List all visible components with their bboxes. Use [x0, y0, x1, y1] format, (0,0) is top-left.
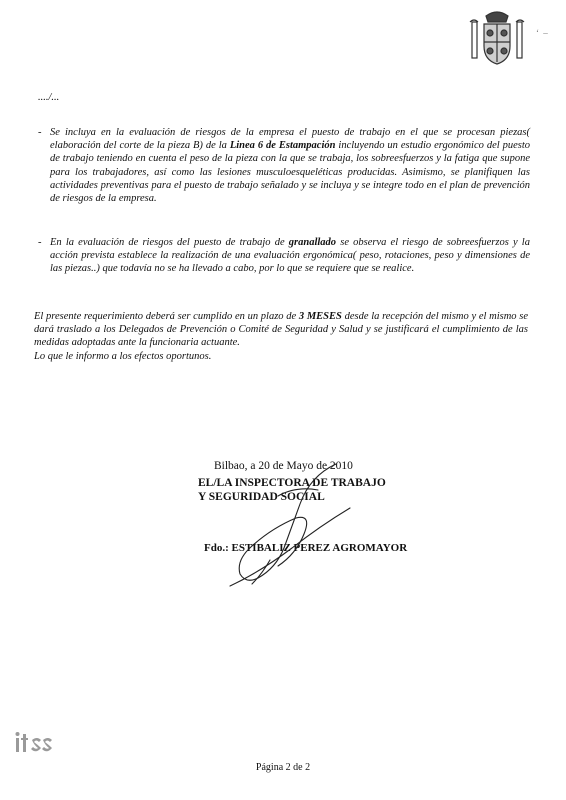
bullet-dash: - — [38, 127, 42, 138]
corner-mark: ‘ – — [536, 28, 549, 38]
paragraph-text: El presente requerimiento deberá ser cumplido en un plazo de — [34, 311, 299, 322]
requirement-emphasis: granallado — [288, 237, 337, 248]
signature-date: Bilbao, a 20 de Mayo de 2010 — [214, 460, 353, 472]
requirement-text: incluyendo un estudio ergonómico del puesto de trabajo teniendo en cuenta el peso de la pieza con la que se trabaja, los sobreesfuerzos y la fatiga que supone para los trabajadores, así como las lesiones musculoesqueléticas producidas. Asimismo, se planifiquen las actividades preventivas para el puesto de trabajo señalado y se incluya y se integre todo en el plan de prevención de riesgos de la empresa. — [50, 140, 530, 205]
deadline-paragraph — [34, 310, 528, 363]
requirement-item — [38, 236, 530, 276]
page-number: Página 2 de 2 — [255, 762, 311, 773]
paragraph-text: desde la recepción del mismo y el mismo se dará traslado a los Delegados de Prevención o Comité de Seguridad y Salud y se justificará el cumplimiento de las medidas adoptadas ante la funcionaria actuante. — [34, 311, 528, 349]
signer-role-line: Y SEGURIDAD SOCIAL — [198, 491, 325, 503]
signer-role-line: EL/LA INSPECTORA DE TRABAJO — [198, 477, 386, 489]
requirement-text: Se incluya en la evaluación de riesgos de la empresa el puesto de trabajo en el que se procesan piezas( elaboración del corte de la pieza B) de la — [50, 127, 530, 152]
deadline-emphasis: 3 MESES — [298, 311, 342, 322]
requirement-emphasis: Linea 6 de Estampación — [229, 140, 336, 152]
continuation-marker: ..../... — [38, 92, 60, 103]
closing-line: Lo que le informo a los efectos oportunos. — [34, 350, 212, 362]
itss-logo-icon — [14, 728, 54, 754]
requirement-text: En la evaluación de riesgos del puesto de trabajo de — [50, 237, 289, 248]
coat-of-arms-icon — [466, 8, 528, 68]
signer-name: Fdo.: ESTIBALIZ PEREZ AGROMAYOR — [204, 542, 408, 554]
signer-role — [198, 476, 386, 504]
requirement-item — [38, 126, 530, 205]
requirement-text: se observa el riesgo de sobreesfuerzos y la acción prevista establece la realización de una evaluación ergonómica( peso, rotaciones, peso y dimensiones de las piezas..) que todavía no se ha llevado a cabo, por lo que se requiere que se realice. — [50, 237, 530, 275]
bullet-dash: - — [38, 237, 42, 248]
